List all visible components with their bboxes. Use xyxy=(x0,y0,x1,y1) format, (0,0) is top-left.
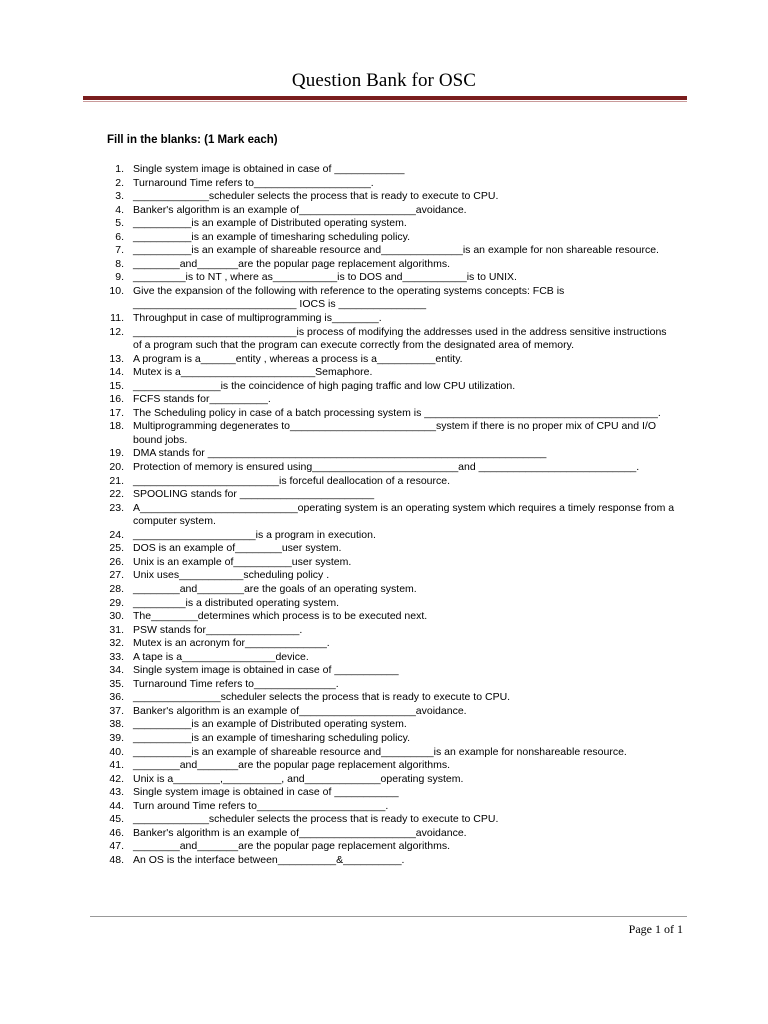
question-number: 31. xyxy=(109,623,124,636)
question-number: 1. xyxy=(115,163,124,175)
question-text: Unix is a________,__________, and_____________operating system. xyxy=(133,772,464,785)
question-number: 27. xyxy=(109,569,124,582)
question-text: Mutex is a_______________________Semaphore. xyxy=(133,366,373,379)
question-text: Unix uses___________scheduling policy . xyxy=(133,569,330,582)
question-item xyxy=(0,529,768,543)
question-item xyxy=(0,556,768,570)
question-number: 12. xyxy=(109,325,124,338)
question-number: 4. xyxy=(115,203,124,216)
question-item xyxy=(0,285,768,312)
question-item xyxy=(0,380,768,394)
question-text: Single system image is obtained in case of ___________ xyxy=(133,786,399,799)
question-list xyxy=(0,163,768,867)
question-text: Protection of memory is ensured using_________________________and ___________________________. xyxy=(133,461,640,474)
question-text: Turnaround Time refers to______________. xyxy=(133,677,339,690)
question-number: 24. xyxy=(109,528,124,541)
question-number: 2. xyxy=(115,176,124,189)
question-number: 19. xyxy=(109,447,124,460)
page-number: Page 1 of 1 xyxy=(628,922,683,936)
question-text: _________is a distributed operating system. xyxy=(133,596,340,609)
question-number: 16. xyxy=(109,393,124,406)
question-number: 41. xyxy=(109,759,124,772)
question-item xyxy=(0,204,768,218)
question-item xyxy=(0,488,768,502)
question-item xyxy=(0,610,768,624)
question-text: Banker's algorithm is an example of____________________avoidance. xyxy=(133,704,467,717)
question-number: 37. xyxy=(109,704,124,717)
question-text: __________is an example of Distributed operating system. xyxy=(133,718,407,731)
question-text: __________is an example of timesharing scheduling policy. xyxy=(133,731,411,744)
question-item xyxy=(0,597,768,611)
question-number: 10. xyxy=(109,284,124,297)
question-number: 29. xyxy=(109,596,124,609)
question-number: 13. xyxy=(109,352,124,365)
question-number: 44. xyxy=(109,799,124,812)
question-text: _____________scheduler selects the process that is ready to execute to CPU. xyxy=(133,813,499,826)
question-text: SPOOLING stands for _______________________ xyxy=(133,488,375,501)
question-item xyxy=(0,177,768,191)
question-item xyxy=(0,800,768,814)
question-item xyxy=(0,542,768,556)
question-item xyxy=(0,786,768,800)
question-text: DOS is an example of________user system. xyxy=(133,542,342,555)
question-text: Give the expansion of the following with reference to the operating systems concepts: FCB is ____________________________ IOCS is _______________ xyxy=(133,284,568,311)
question-number: 17. xyxy=(109,406,124,419)
question-number: 8. xyxy=(115,257,124,270)
question-text: Multiprogramming degenerates to_________________________system if there is no proper mix of CPU and I/O bound jobs. xyxy=(133,420,659,446)
question-item xyxy=(0,746,768,760)
question-text: PSW stands for________________. xyxy=(133,623,303,636)
question-item xyxy=(0,366,768,380)
question-item xyxy=(0,475,768,489)
question-number: 47. xyxy=(109,840,124,853)
question-item xyxy=(0,258,768,272)
question-item xyxy=(0,664,768,678)
question-item xyxy=(0,502,768,529)
question-text: __________is an example of Distributed operating system. xyxy=(133,217,407,230)
question-item xyxy=(0,637,768,651)
question-text: _________________________is forceful deallocation of a resource. xyxy=(133,474,450,487)
question-item xyxy=(0,624,768,638)
question-item xyxy=(0,244,768,258)
question-number: 28. xyxy=(109,582,124,595)
question-number: 32. xyxy=(109,637,124,650)
title-divider-accent xyxy=(83,101,687,102)
question-item xyxy=(0,312,768,326)
question-number: 36. xyxy=(109,691,124,704)
question-item xyxy=(0,773,768,787)
question-number: 34. xyxy=(109,664,124,677)
title-divider xyxy=(83,96,687,100)
footer-divider xyxy=(90,916,687,917)
question-number: 30. xyxy=(109,610,124,623)
question-number: 22. xyxy=(109,488,124,501)
question-item xyxy=(0,271,768,285)
question-item xyxy=(0,420,768,447)
question-item xyxy=(0,231,768,245)
question-item xyxy=(0,407,768,421)
question-number: 25. xyxy=(109,542,124,555)
question-text: ____________________________is process of modifying the addresses used in the address sensitive instructions of a program such that the program can execute correctly from the designated area of memory. xyxy=(133,325,670,352)
question-number: 6. xyxy=(115,230,124,243)
question-number: 23. xyxy=(109,501,124,514)
question-text: Banker's algorithm is an example of____________________avoidance. xyxy=(133,826,467,839)
section-heading: Fill in the blanks: (1 Mark each) xyxy=(107,134,278,146)
question-text: __________is an example of shareable resource and_________is an example for nonshareable resource. xyxy=(133,745,627,758)
question-item xyxy=(0,217,768,231)
question-number: 43. xyxy=(109,786,124,799)
question-item xyxy=(0,461,768,475)
question-item xyxy=(0,827,768,841)
question-text: _____________________is a program in execution. xyxy=(133,528,376,541)
question-number: 3. xyxy=(115,190,124,203)
question-number: 14. xyxy=(109,366,124,379)
question-text: A program is a______entity , whereas a process is a__________entity. xyxy=(133,352,463,365)
question-text: Banker's algorithm is an example of____________________avoidance. xyxy=(133,203,467,216)
question-text: __________is an example of timesharing scheduling policy. xyxy=(133,230,411,243)
question-number: 46. xyxy=(109,826,124,839)
question-number: 5. xyxy=(115,217,124,230)
question-item xyxy=(0,691,768,705)
question-item xyxy=(0,732,768,746)
question-text: _______________scheduler selects the process that is ready to execute to CPU. xyxy=(133,691,511,704)
question-item xyxy=(0,759,768,773)
question-text: Mutex is an acronym for______________. xyxy=(133,637,330,650)
question-text: Single system image is obtained in case of ____________ xyxy=(133,163,405,175)
question-item xyxy=(0,854,768,868)
question-number: 20. xyxy=(109,461,124,474)
question-number: 9. xyxy=(115,271,124,284)
question-item xyxy=(0,569,768,583)
question-item xyxy=(0,447,768,461)
question-number: 26. xyxy=(109,555,124,568)
question-text: Single system image is obtained in case of ___________ xyxy=(133,664,399,677)
question-number: 21. xyxy=(109,474,124,487)
question-item xyxy=(0,705,768,719)
question-text: ________and_______are the popular page replacement algorithms. xyxy=(133,257,450,270)
question-item xyxy=(0,326,768,353)
question-text: Unix is an example of__________user system. xyxy=(133,555,352,568)
question-number: 45. xyxy=(109,813,124,826)
question-item xyxy=(0,583,768,597)
question-text: The Scheduling policy in case of a batch processing system is ________________________________________. xyxy=(133,406,661,419)
question-text: The________determines which process is to be executed next. xyxy=(133,610,428,623)
question-item xyxy=(0,163,768,177)
question-item xyxy=(0,840,768,854)
question-text: _____________scheduler selects the process that is ready to execute to CPU. xyxy=(133,190,499,203)
question-text: A tape is a________________device. xyxy=(133,650,309,663)
question-number: 35. xyxy=(109,677,124,690)
question-number: 11. xyxy=(110,312,124,325)
question-text: Turnaround Time refers to____________________. xyxy=(133,176,374,189)
question-text: _______________is the coincidence of high paging traffic and low CPU utilization. xyxy=(133,379,516,392)
question-item xyxy=(0,678,768,692)
question-text: ________and_______are the popular page replacement algorithms. xyxy=(133,759,450,772)
question-text: _________is to NT , where as___________is to DOS and___________is to UNIX. xyxy=(133,271,517,284)
question-text: Throughput in case of multiprogramming is________. xyxy=(133,312,382,325)
question-text: __________is an example of shareable resource and______________is an example for non shareable resource. xyxy=(133,244,659,257)
question-number: 33. xyxy=(109,650,124,663)
question-text: Turn around Time refers to______________________. xyxy=(133,799,389,812)
question-item xyxy=(0,353,768,367)
question-number: 15. xyxy=(109,379,124,392)
question-text: An OS is the interface between__________&__________. xyxy=(133,853,405,866)
question-text: DMA stands for __________________________________________________________ xyxy=(133,447,547,460)
question-number: 38. xyxy=(109,718,124,731)
question-item xyxy=(0,718,768,732)
question-number: 18. xyxy=(109,420,124,433)
question-number: 7. xyxy=(115,244,124,257)
question-text: ________and________are the goals of an operating system. xyxy=(133,582,417,595)
question-text: FCFS stands for__________. xyxy=(133,393,271,406)
page-title: Question Bank for OSC xyxy=(291,70,477,91)
question-item xyxy=(0,190,768,204)
question-item xyxy=(0,651,768,665)
question-number: 42. xyxy=(109,772,124,785)
question-item xyxy=(0,813,768,827)
question-item xyxy=(0,393,768,407)
question-text: ________and_______are the popular page replacement algorithms. xyxy=(133,840,450,853)
question-number: 40. xyxy=(109,745,124,758)
question-number: 48. xyxy=(109,853,124,866)
question-text: A___________________________operating system is an operating system which requires a timely response from a computer system. xyxy=(133,501,678,528)
question-number: 39. xyxy=(109,731,124,744)
